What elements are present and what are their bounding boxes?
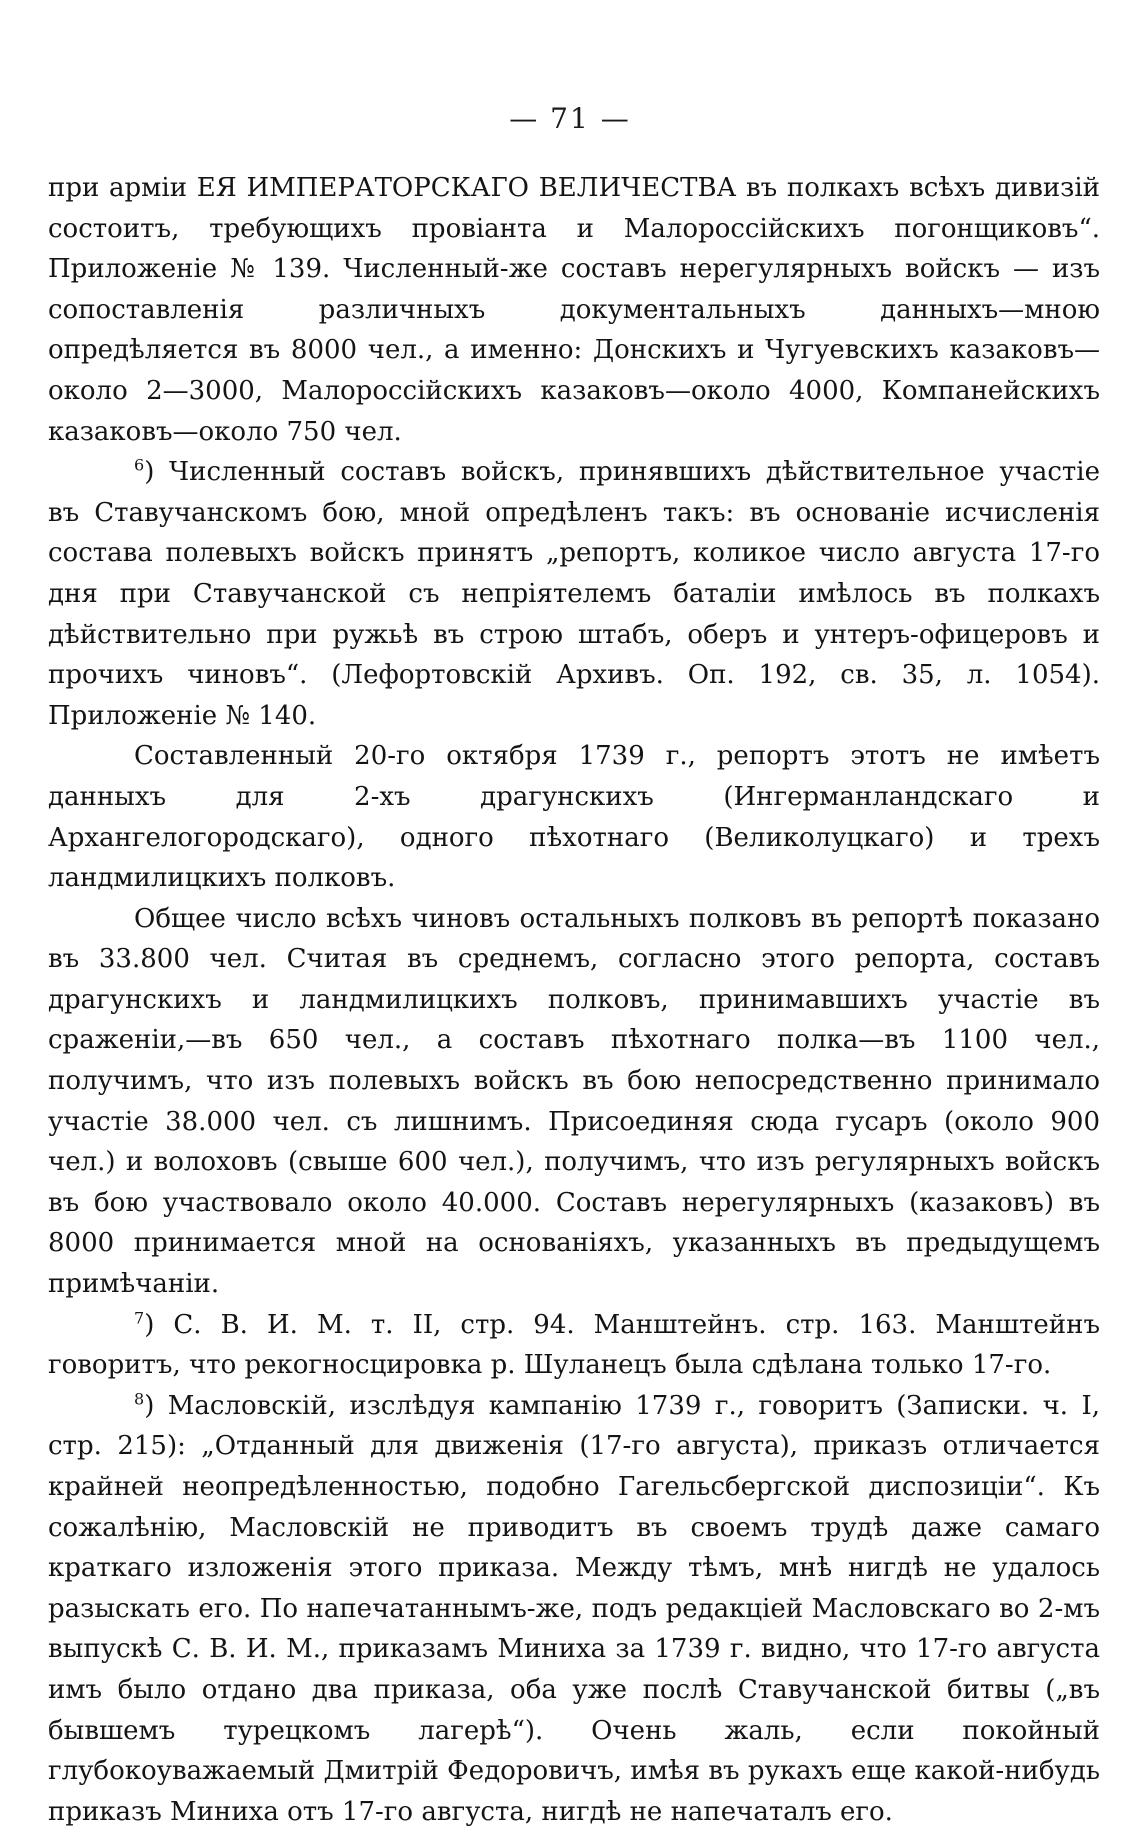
paragraph-text: ) Масловскій, изслѣдуя кампанію 1739 г., говоритъ (Записки. ч. I, стр. 215): „Отданный для движенія (17-го августа), приказъ отличается крайней неопредѣленностью, подобно Гагельсбергской диспозиціи“. Къ сожалѣнію, Масловскій не приводитъ въ своемъ трудѣ даже самаго краткаго изложенія этого приказа. Между тѣмъ, мнѣ нигдѣ не удалось разыскать его. По напечатаннымъ-же, подъ редакціей Масловскаго во 2-мъ выпускѣ С. В. И. М., приказамъ Миниха за 1739 г. видно, что 17-го августа имъ было отдано два приказа, оба уже послѣ Ставучанской битвы („въ бывшемъ турецкомъ лагерѣ“). Очень жаль, если покойный глубокоуважаемый Дмитрій Федоровичъ, имѣя въ рукахъ еще какой-нибудь приказъ Миниха отъ 17-го августа, нигдѣ не напечаталъ его. bbox=[48, 1390, 1100, 1827]
paragraph-4 bbox=[48, 899, 1100, 1305]
page-number: — 71 — bbox=[509, 102, 631, 135]
paragraph-3 bbox=[48, 736, 1100, 898]
footnote-marker: 7 bbox=[134, 1307, 145, 1327]
paragraph-text: ) Численный составъ войскъ, принявшихъ дѣйствительное участіе въ Ставучанскомъ бою, мной опредѣленъ такъ: въ основаніе исчисленія состава полевыхъ войскъ принятъ „репортъ, коликое число августа 17-го дня при Ставучанской съ непріятелемъ баталіи имѣлось въ полкахъ дѣйствительно при ружьѣ въ строю штабъ, оберъ и унтеръ-офицеровъ и прочихъ чиновъ“. (Лефортовскій Архивъ. Оп. 192, св. 35, л. 1054). Приложеніе № 140. bbox=[48, 457, 1100, 731]
paragraph-text: Общее число всѣхъ чиновъ остальныхъ полковъ въ репортѣ показано въ 33.800 чел. Считая въ среднемъ, согласно этого репорта, составъ драгунскихъ и ландмилицкихъ полковъ, принимавшихъ участіе въ сраженіи,—въ 650 чел., а составъ пѣхотнаго полка—въ 1100 чел., получимъ, что изъ полевыхъ войскъ въ бою непосредственно принимало участіе 38.000 чел. съ лишнимъ. Присоединяя сюда гусаръ (около 900 чел.) и волоховъ (свыше 600 чел.), получимъ, что изъ регулярныхъ войскъ въ бою участвовало около 40.000. Составъ нерегулярныхъ (казаковъ) въ 8000 принимается мной на основаніяхъ, указанныхъ въ предыдущемъ примѣчаніи. bbox=[48, 903, 1100, 1300]
footnote-marker: 6 bbox=[134, 455, 145, 475]
paragraph-text: при арміи ЕЯ ИМПЕРАТОРСКАГО ВЕЛИЧЕСТВА въ полкахъ всѣхъ дивизій состоитъ, требующихъ провіанта и Малороссійскихъ погонщиковъ“. Приложеніе № 139. Численный-же составъ нерегулярныхъ войскъ — изъ сопоставленія различныхъ документальныхъ данныхъ—мною опредѣляется въ 8000 чел., а именно: Донскихъ и Чугуевскихъ казаковъ—около 2—3000, Малороссійскихъ казаковъ—около 4000, Компанейскихъ казаковъ—около 750 чел. bbox=[48, 173, 1100, 447]
footnote-7 bbox=[48, 1305, 1100, 1386]
footnote-6 bbox=[48, 452, 1100, 736]
paragraph-1 bbox=[48, 168, 1100, 452]
body-text bbox=[48, 168, 1100, 1832]
paragraph-text: ) С. В. И. М. т. II, стр. 94. Манштейнъ. стр. 163. Манштейнъ говоритъ, что рекогносцировка р. Шуланецъ была сдѣлана только 17-го. bbox=[48, 1309, 1100, 1381]
footnote-8 bbox=[48, 1386, 1100, 1832]
paragraph-text: Составленный 20-го октября 1739 г., репортъ этотъ не имѣетъ данныхъ для 2-хъ драгунскихъ (Ингерманландскаго и Архангелогородскаго), одного пѣхотнаго (Великолуцкаго) и трехъ ландмилицкихъ полковъ. bbox=[48, 741, 1100, 894]
footnote-marker: 8 bbox=[134, 1389, 145, 1409]
